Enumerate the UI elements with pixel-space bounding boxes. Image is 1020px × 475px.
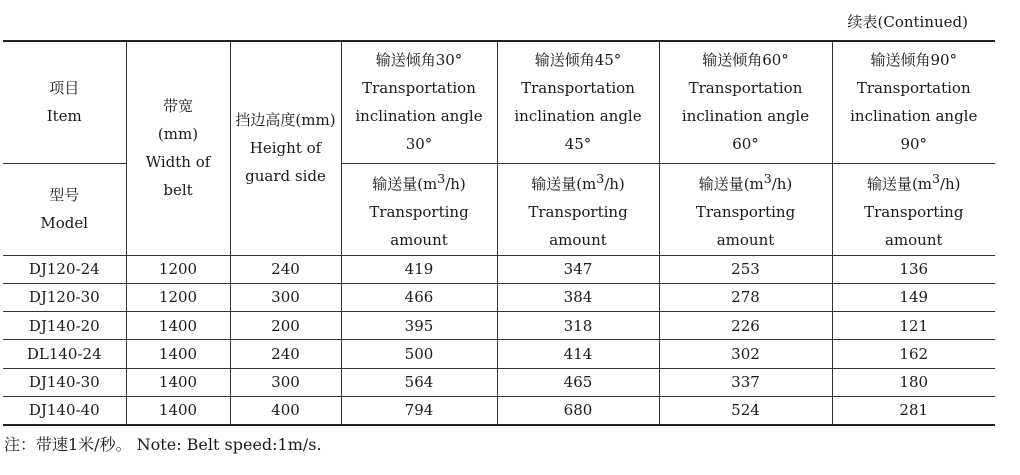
cell-guard-height: 240 — [230, 340, 341, 368]
cell-amount-30: 500 — [341, 340, 497, 368]
table-row — [3, 283, 995, 311]
header-amount-60: 输送量$(m^3/h)$ Transporting amount — [659, 163, 832, 255]
cell-amount-60: 253 — [659, 255, 832, 283]
cell-amount-30: 564 — [341, 368, 497, 396]
cell-amount-30: 794 — [341, 396, 497, 425]
cell-amount-45: 465 — [497, 368, 659, 396]
cell-model: DJ140-20 — [3, 312, 126, 340]
header-amount-30: 输送量$(m^3/h)$ Transporting amount — [341, 163, 497, 255]
table-row — [3, 255, 995, 283]
spec-table — [3, 40, 995, 426]
cell-amount-45: 347 — [497, 255, 659, 283]
table-row — [3, 340, 995, 368]
cell-guard-height: 240 — [230, 255, 341, 283]
table-row — [3, 312, 995, 340]
table-row — [3, 396, 995, 425]
cell-model: DJ140-30 — [3, 368, 126, 396]
cell-amount-60: 278 — [659, 283, 832, 311]
header-angle-30: 输送倾角30° Transportation inclination angle 30° — [341, 41, 497, 163]
cell-belt-width: 1400 — [126, 368, 230, 396]
header-item: 项目 Item — [3, 41, 126, 163]
cell-model: DJ140-40 — [3, 396, 126, 425]
cell-amount-90: 136 — [832, 255, 995, 283]
cell-model: DJ120-24 — [3, 255, 126, 283]
cell-amount-60: 226 — [659, 312, 832, 340]
cell-amount-45: 414 — [497, 340, 659, 368]
footnote: 注：带速1米/秒。 Note: Belt speed:1m/s. — [4, 435, 322, 454]
cell-amount-45: 680 — [497, 396, 659, 425]
cell-amount-45: 318 — [497, 312, 659, 340]
cell-amount-30: 466 — [341, 283, 497, 311]
cell-amount-90: 180 — [832, 368, 995, 396]
cell-amount-90: 281 — [832, 396, 995, 425]
cell-amount-60: 337 — [659, 368, 832, 396]
cell-amount-90: 149 — [832, 283, 995, 311]
header-amount-90: 输送量$(m^3/h)$ Transporting amount — [832, 163, 995, 255]
header-model: 型号 Model — [3, 163, 126, 255]
cell-belt-width: 1400 — [126, 312, 230, 340]
cell-guard-height: 300 — [230, 283, 341, 311]
cell-amount-60: 524 — [659, 396, 832, 425]
cell-belt-width: 1200 — [126, 255, 230, 283]
cell-amount-45: 384 — [497, 283, 659, 311]
header-amount-45: 输送量$(m^3/h)$ Transporting amount — [497, 163, 659, 255]
cell-guard-height: 400 — [230, 396, 341, 425]
cell-amount-90: 121 — [832, 312, 995, 340]
cell-model: DJ120-30 — [3, 283, 126, 311]
cell-guard-height: 300 — [230, 368, 341, 396]
header-row-angle — [3, 41, 995, 163]
table-row — [3, 368, 995, 396]
cell-amount-90: 162 — [832, 340, 995, 368]
header-angle-60: 输送倾角60° Transportation inclination angle 60° — [659, 41, 832, 163]
header-belt-width: 带宽 (mm) Width of belt — [126, 41, 230, 255]
cell-belt-width: 1200 — [126, 283, 230, 311]
header-angle-45: 输送倾角45° Transportation inclination angle 45° — [497, 41, 659, 163]
cell-guard-height: 200 — [230, 312, 341, 340]
cell-model: DL140-24 — [3, 340, 126, 368]
continued-label: 续表(Continued) — [847, 13, 968, 31]
header-angle-90: 输送倾角90° Transportation inclination angle 90° — [832, 41, 995, 163]
cell-belt-width: 1400 — [126, 396, 230, 425]
header-guard-height: 挡边高度(mm) Height of guard side — [230, 41, 341, 255]
cell-amount-60: 302 — [659, 340, 832, 368]
cell-amount-30: 395 — [341, 312, 497, 340]
cell-belt-width: 1400 — [126, 340, 230, 368]
cell-amount-30: 419 — [341, 255, 497, 283]
